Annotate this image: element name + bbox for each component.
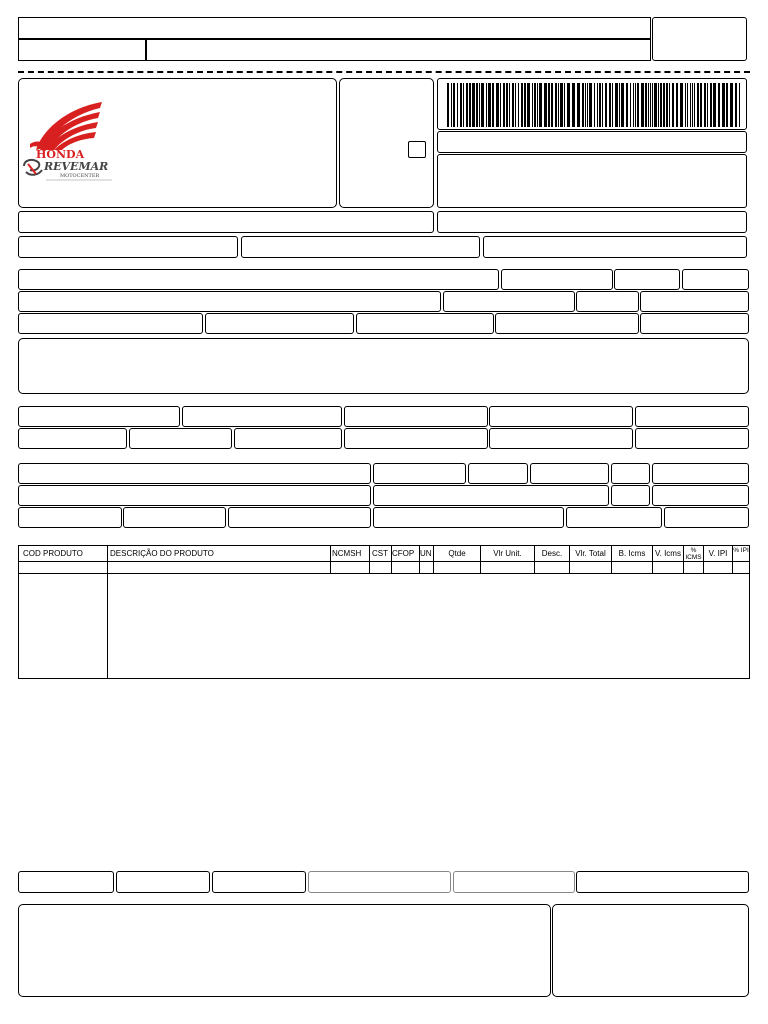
col-divider <box>480 546 481 573</box>
carrier-address-field <box>18 485 371 506</box>
insurance-value-field <box>129 428 232 449</box>
ipi-value-field <box>489 428 633 449</box>
icms-st-value-field <box>489 406 633 427</box>
icms-value-field <box>182 406 342 427</box>
authorization-info-field <box>437 154 747 208</box>
substitute-registration-field <box>241 236 480 258</box>
recipient-issue-date-field <box>614 269 680 290</box>
recipient-ie-field <box>495 313 639 334</box>
col-v-icms: V. Icms <box>655 549 681 558</box>
operation-nature-field <box>18 211 434 233</box>
issqn-extra-field <box>453 871 575 893</box>
vehicle-state-field <box>611 463 650 484</box>
col-vlr-unit: Vlr Unit. <box>493 549 522 558</box>
volume-brand-field <box>228 507 371 528</box>
receipt-header-field <box>18 17 651 39</box>
table-subheader-divider <box>19 573 749 574</box>
col-divider <box>419 546 420 573</box>
gross-weight-field <box>566 507 662 528</box>
net-weight-field <box>664 507 749 528</box>
state-registration-field <box>18 236 238 258</box>
col-v-ipi: V. IPI <box>708 549 728 558</box>
recipient-phone-field <box>205 313 354 334</box>
issqn-total-field <box>576 871 749 893</box>
col-cfop: CFOP <box>392 549 415 558</box>
freight-by-field <box>373 463 466 484</box>
fisco-reserved-block <box>552 904 749 997</box>
col-descricao: DESCRIÇÃO DO PRODUTO <box>110 549 214 558</box>
honda-revemar-logo <box>22 100 118 186</box>
volume-numbering-field <box>373 507 564 528</box>
honda-wordmark: HONDA <box>36 148 85 161</box>
col-cst: CST <box>372 549 388 558</box>
col-divider <box>569 546 570 573</box>
col-divider <box>391 546 392 573</box>
freight-value-field <box>18 428 127 449</box>
products-total-field <box>635 406 749 427</box>
receipt-date-field <box>18 39 146 61</box>
barcode-icon <box>447 83 740 127</box>
recipient-zip-field <box>576 291 639 312</box>
recipient-exit-time-field <box>640 313 749 334</box>
col-ncmsh: NCMSH <box>332 549 362 558</box>
recipient-address-field <box>18 291 441 312</box>
municipal-registration-field <box>18 871 114 893</box>
carrier-name-field <box>18 463 371 484</box>
cut-line <box>18 71 750 73</box>
carrier-cnpj-field <box>652 463 749 484</box>
recipient-cnpj-field <box>501 269 613 290</box>
col-divider <box>683 546 684 573</box>
issqn-value-field <box>308 871 451 893</box>
other-expenses-field <box>344 428 488 449</box>
carrier-state-field <box>611 485 650 506</box>
col-un: UN <box>420 549 432 558</box>
col-divider <box>732 546 733 573</box>
carrier-city-field <box>373 485 609 506</box>
col-desc: Desc. <box>541 549 563 558</box>
products-table <box>18 545 750 679</box>
volume-quantity-field <box>18 507 122 528</box>
additional-info-block <box>18 904 551 997</box>
col-qtde: Qtde <box>448 549 466 558</box>
col-divider <box>652 546 653 573</box>
recipient-extra-field <box>682 269 749 290</box>
recipient-district-field <box>443 291 575 312</box>
receipt-nfe-number-box <box>652 17 747 61</box>
antt-code-field <box>468 463 528 484</box>
col-divider <box>369 546 370 573</box>
invoice-total-field <box>635 428 749 449</box>
col-divider <box>433 546 434 573</box>
vehicle-plate-field <box>530 463 609 484</box>
col-vlr-total: Vlr. Total <box>575 549 606 558</box>
col-divider <box>534 546 535 573</box>
recipient-state-field <box>356 313 494 334</box>
recipient-city-field <box>18 313 203 334</box>
motocenter-wordmark: MOTOCENTER <box>60 173 100 179</box>
revemar-emblem-icon <box>24 160 42 175</box>
invoice-duplicates-block <box>18 338 749 394</box>
issqn-base-field <box>212 871 306 893</box>
entry-exit-checkbox[interactable] <box>408 141 426 158</box>
authorization-protocol-field <box>437 211 747 233</box>
col-divider-main <box>107 546 108 678</box>
volume-species-field <box>123 507 226 528</box>
cnpj-field <box>483 236 747 258</box>
carrier-ie-field <box>652 485 749 506</box>
col-pct-ipi: % IPI <box>733 547 749 554</box>
icms-st-base-field <box>344 406 488 427</box>
recipient-name-field <box>18 269 499 290</box>
col-cod-produto: COD PRODUTO <box>23 549 83 558</box>
receipt-signature-field <box>146 39 651 61</box>
col-divider <box>703 546 704 573</box>
issqn-services-total-field <box>116 871 210 893</box>
discount-field <box>234 428 342 449</box>
col-divider <box>611 546 612 573</box>
col-divider <box>330 546 331 573</box>
honda-wing-icon <box>30 102 102 150</box>
recipient-exit-date-field <box>640 291 749 312</box>
revemar-wordmark: REVEMAR <box>44 160 109 173</box>
col-b-icms: B. Icms <box>618 549 646 558</box>
col-pct-icms: % ICMS <box>685 547 702 561</box>
access-key-field <box>437 131 747 153</box>
icms-base-field <box>18 406 180 427</box>
